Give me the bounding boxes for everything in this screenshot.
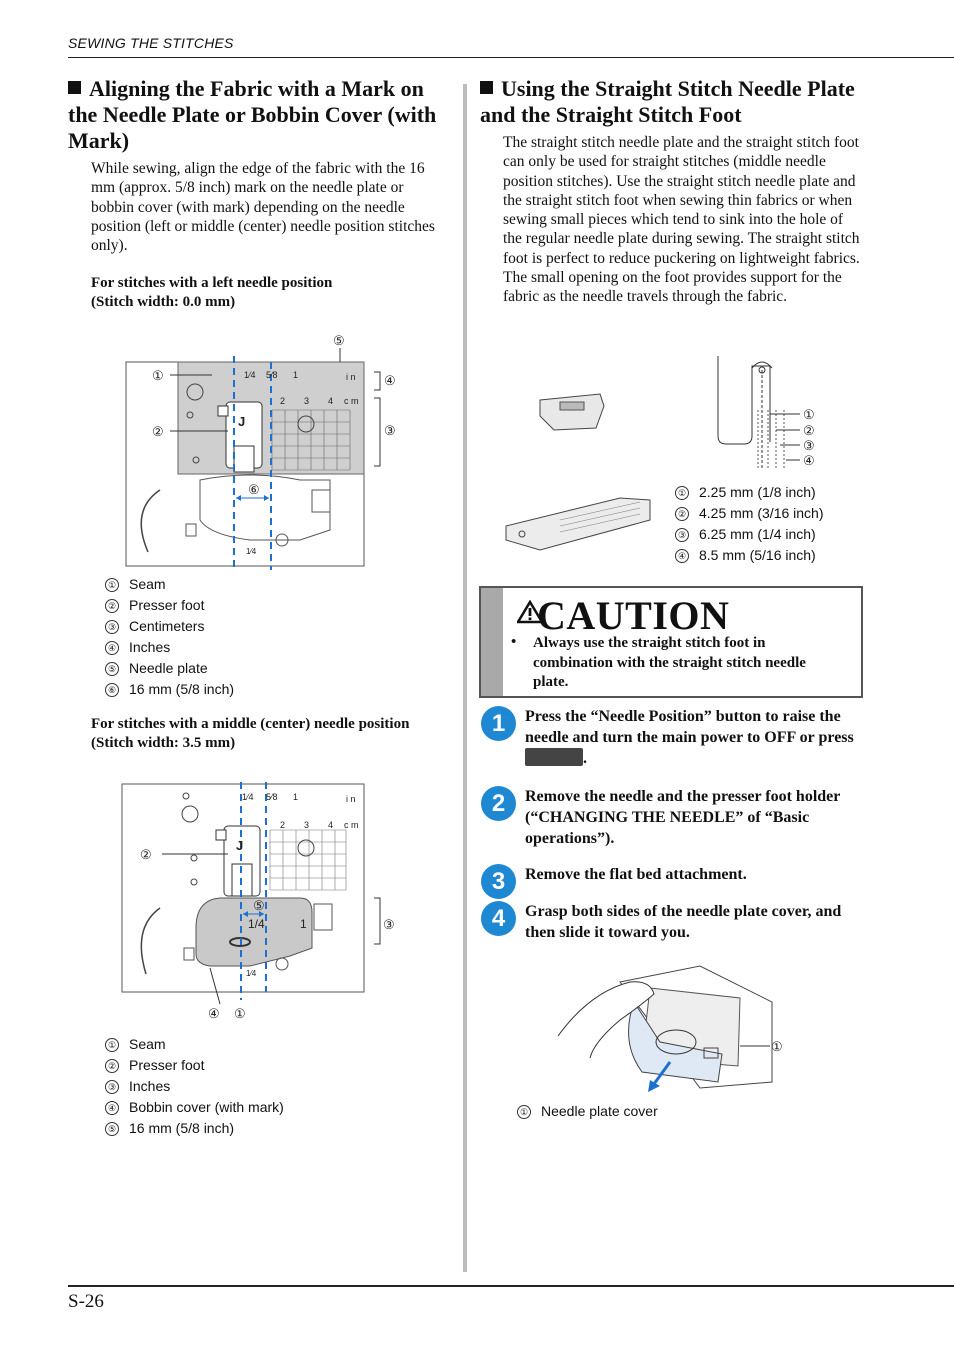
right-intro: The straight stitch needle plate and the straight stitch foot can only be used for straight stitches (middle needle position stitches). Use the straight stitch needle plate and the straight stitch foot when sewing thin fabrics or when sewing small pieces which tend to sink into the hole of the regular needle plate during sewing. The straight stitch foot is perfect to reduce puckering on lightweight fabrics. The small opening on the foot provides support for the fabric as the needle travels through the fabric. — [503, 134, 860, 306]
plate-mark-bottom-quarter: 1⁄4 — [246, 969, 257, 978]
callout-6: ⑥ — [248, 482, 260, 497]
legend-item: ④ Inches — [105, 637, 234, 658]
square-bullet-icon — [68, 81, 81, 94]
left-intro: While sewing, align the edge of the fabric with the 16 mm (approx. 5/8 inch) mark on the needle plate or bobbin cover (with mark) depending on the needle position (left or middle (center) needle position stitches only). — [91, 160, 435, 255]
callout-5: ⑤ — [253, 898, 265, 913]
step-text: Remove the needle and the presser foot holder (“CHANGING THE NEEDLE” of “Basic operations”). — [525, 788, 841, 847]
plate-mark-3cm: 3 — [304, 396, 310, 406]
plate-mark-2cm: 2 — [280, 820, 286, 830]
caution-band — [481, 588, 503, 696]
legend-item: ② 4.25 mm (3/16 inch) — [675, 503, 824, 524]
plate-mark-quarter: 1⁄4 — [244, 370, 256, 380]
legend-item: ⑤ Needle plate — [105, 658, 234, 679]
plate-mark-in: i n — [346, 372, 356, 382]
legend-item: ① Seam — [105, 1034, 284, 1055]
sub-heading-left-needle: For stitches with a left needle position (Stitch width: 0.0 mm) — [91, 275, 333, 310]
legend-item: ⑤ 16 mm (5/8 inch) — [105, 1118, 284, 1139]
right-heading: Using the Straight Stitch Needle Plate and the Straight Stitch Foot — [480, 76, 855, 127]
legend-item: ⑥ 16 mm (5/8 inch) — [105, 679, 234, 700]
legend-straight-stitch-measurements — [675, 482, 824, 566]
legend-item: ② Presser foot — [105, 595, 234, 616]
figure-left-needle — [100, 330, 400, 572]
plate-mark-cm: c m — [344, 396, 359, 406]
callout-3: ③ — [384, 423, 396, 438]
callout-4: ④ — [208, 1006, 220, 1021]
callout-4: ④ — [803, 453, 815, 468]
legend-item: ③ Inches — [105, 1076, 284, 1097]
plate-mark-bottom-quarter: 1⁄4 — [246, 547, 257, 556]
callout-1: ① — [234, 1006, 246, 1021]
legend-item: ① 2.25 mm (1/8 inch) — [675, 482, 824, 503]
callout-2: ② — [140, 847, 152, 862]
legend-item: ③ 6.25 mm (1/4 inch) — [675, 524, 824, 545]
page-number: S-26 — [68, 1291, 104, 1312]
plate-mark-4cm: 4 — [328, 396, 334, 406]
plate-mark-quarter: 1⁄4 — [242, 792, 254, 802]
figure-needle-plate-cover — [550, 962, 800, 1098]
legend-left-needle — [105, 574, 234, 700]
caution-title: CAUTION — [537, 593, 730, 638]
cover-mark-one: 1 — [300, 917, 307, 931]
square-bullet-icon — [480, 81, 493, 94]
step-number: 3 — [481, 864, 516, 899]
presser-foot-letter: J — [236, 838, 244, 853]
plate-mark-4cm: 4 — [328, 820, 334, 830]
plate-mark-cm: c m — [344, 820, 359, 830]
callout-2: ② — [152, 424, 164, 439]
left-heading: Aligning the Fabric with a Mark on the Needle Plate or Bobbin Cover (with Mark) — [68, 76, 437, 153]
plate-mark-3cm: 3 — [304, 820, 310, 830]
step-number: 1 — [481, 706, 516, 741]
needle-presser-lock-key-icon — [525, 748, 583, 766]
callout-4: ④ — [384, 373, 396, 388]
step-number: 4 — [481, 901, 516, 936]
caution-box — [479, 586, 863, 698]
callout-1: ① — [803, 407, 815, 422]
presser-foot-letter: J — [238, 414, 246, 429]
caution-text: Always use the straight stitch foot in combination with the straight stitch needle plate. — [533, 635, 806, 690]
plate-mark-one-inch: 1 — [293, 370, 299, 380]
plate-mark-five-eighths: 5⁄8 — [266, 792, 278, 802]
step-text: Grasp both sides of the needle plate cover, and then slide it toward you. — [525, 903, 842, 941]
plate-mark-five-eighths: 5⁄8 — [266, 370, 278, 380]
legend-item: ④ 8.5 mm (5/16 inch) — [675, 545, 824, 566]
legend-item: ④ Bobbin cover (with mark) — [105, 1097, 284, 1118]
running-title: SEWING THE STITCHES — [68, 35, 234, 51]
callout-3: ③ — [383, 917, 395, 932]
legend-item: ① Needle plate cover — [517, 1101, 658, 1122]
plate-mark-in: i n — [346, 794, 356, 804]
figure-middle-needle — [100, 778, 400, 1028]
caution-bullet: • — [511, 634, 517, 650]
legend-item: ② Presser foot — [105, 1055, 284, 1076]
callout-1: ① — [771, 1039, 783, 1054]
step-number: 2 — [481, 786, 516, 821]
cover-mark-quarter: 1/4 — [248, 917, 265, 931]
callout-1: ① — [152, 368, 164, 383]
callout-3: ③ — [803, 438, 815, 453]
legend-middle-needle — [105, 1034, 284, 1139]
step-text: Remove the flat bed attachment. — [525, 866, 747, 883]
step-text: Press the “Needle Position” button to raise the needle and turn the main power to OFF or press — [525, 708, 854, 746]
plate-mark-2cm: 2 — [280, 396, 286, 406]
header-rule — [68, 57, 954, 58]
footer-rule — [68, 1285, 954, 1287]
legend-needle-plate-cover — [517, 1101, 658, 1122]
callout-2: ② — [803, 423, 815, 438]
column-divider — [463, 84, 467, 1272]
sub-heading-middle-needle: For stitches with a middle (center) needle position (Stitch width: 3.5 mm) — [91, 716, 410, 751]
plate-mark-one-inch: 1 — [293, 792, 299, 802]
legend-item: ③ Centimeters — [105, 616, 234, 637]
callout-5: ⑤ — [333, 333, 345, 348]
legend-item: ① Seam — [105, 574, 234, 595]
